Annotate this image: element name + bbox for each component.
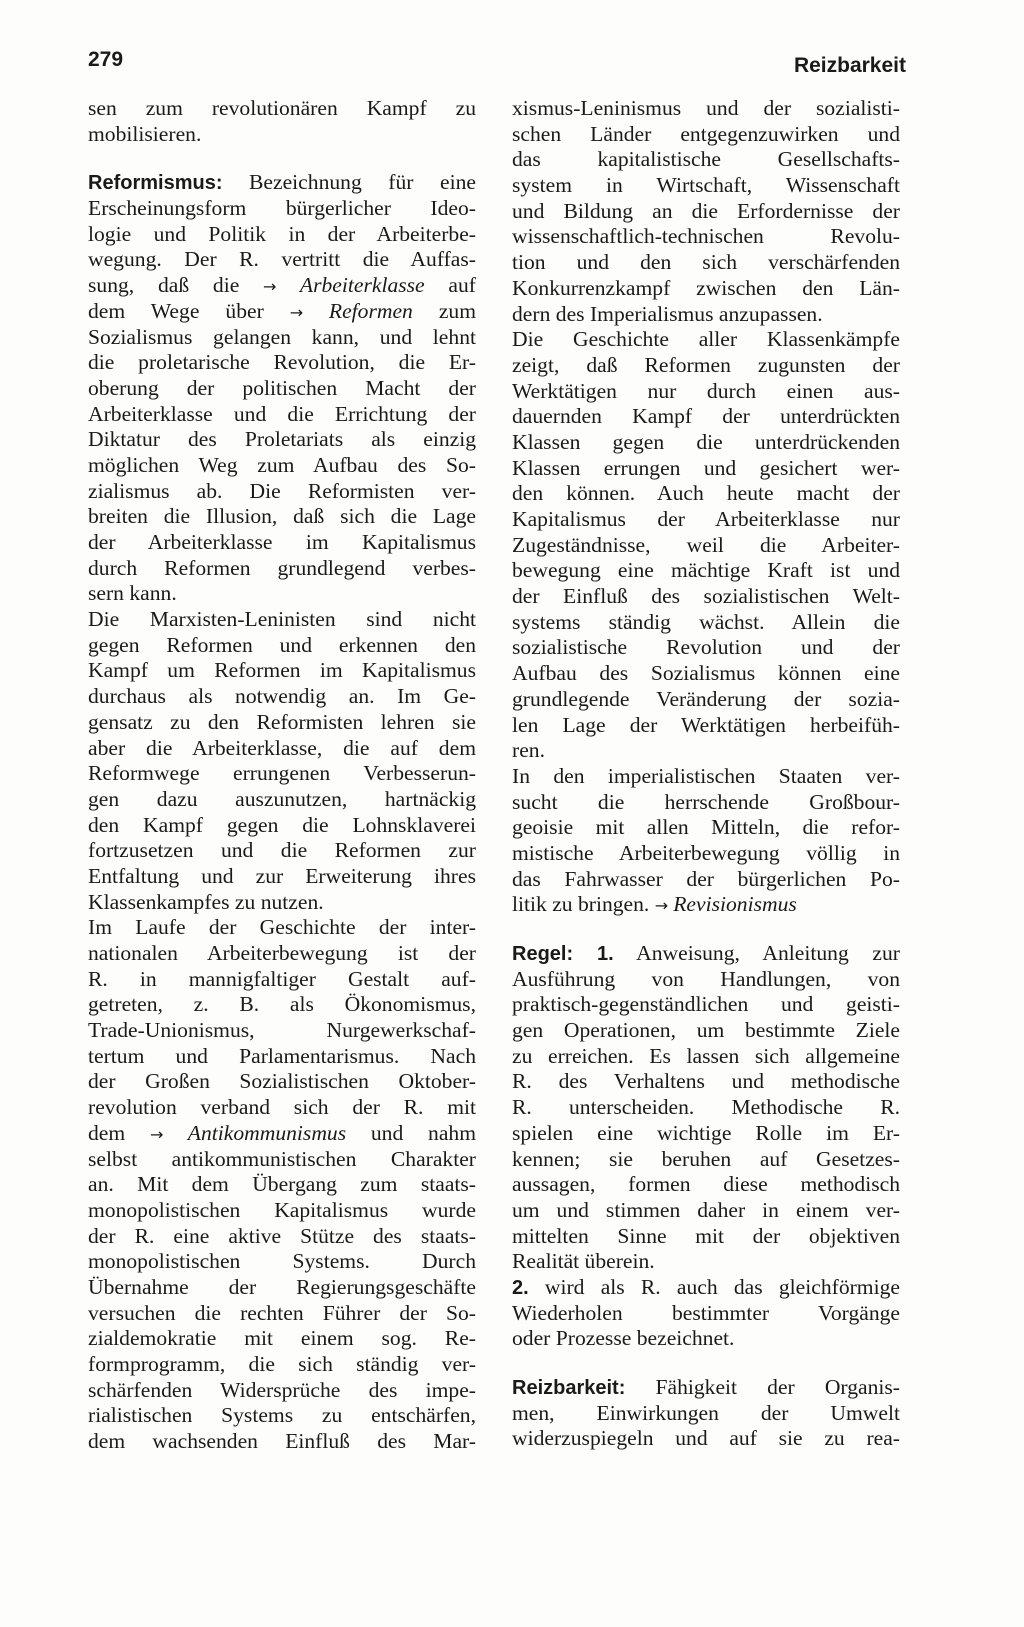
text-line — [512, 122, 900, 148]
cross-reference-link[interactable]: Revisionismus — [673, 892, 797, 917]
text-line — [512, 584, 900, 610]
text-line — [512, 790, 900, 816]
text-line — [512, 764, 900, 790]
text-line — [512, 815, 900, 841]
text-line — [512, 1069, 900, 1095]
text-line — [512, 224, 900, 250]
text-line — [88, 607, 476, 633]
line-text: R. in mannigfaltiger Gestalt auf- — [88, 966, 476, 991]
text-line — [512, 173, 900, 199]
line-text: versuchen die rechten Führer der So- — [88, 1300, 476, 1325]
line-text: Aufbau des Sozialismus können eine — [512, 661, 900, 686]
text-line — [512, 533, 900, 559]
line-text: dem wachsenden Einfluß des Mar- — [88, 1429, 476, 1454]
text-line — [88, 941, 476, 967]
line-text: den können. Auch heute macht der — [512, 481, 900, 506]
text-line — [512, 96, 900, 122]
line-text: möglichen Weg zum Aufbau des So- — [88, 452, 476, 477]
text-line — [88, 530, 476, 556]
entry-term: 2. — [512, 1276, 529, 1299]
text-line — [512, 610, 900, 636]
paragraph-gap — [512, 918, 900, 941]
line-text: zeigt, daß Reformen zugunsten der — [512, 352, 900, 377]
text-line — [512, 302, 900, 328]
text-line — [88, 1044, 476, 1070]
text-line — [88, 170, 476, 196]
line-text: aussagen, formen diese methodisch — [512, 1172, 900, 1197]
line-text: gen dazu auszunutzen, hartnäckig — [88, 786, 476, 811]
text-line — [88, 350, 476, 376]
text-line — [512, 1301, 900, 1327]
text-line — [512, 1224, 900, 1250]
line-text: Reformwege errungenen Verbesserun- — [88, 761, 476, 786]
text-line — [512, 147, 900, 173]
text-line — [512, 558, 900, 584]
line-text: schen Länder entgegenzuwirken und — [512, 121, 900, 146]
cross-reference-arrow-icon: → — [289, 302, 329, 322]
text-line — [88, 1429, 476, 1455]
running-head: Reizbarkeit — [793, 54, 906, 77]
line-text: und Bildung an die Erfordernisse der — [512, 198, 900, 223]
text-line — [88, 1224, 476, 1250]
line-text: der Einfluß des sozialistischen Welt- — [512, 584, 900, 609]
line-text: praktisch-gegenständlichen und geisti- — [512, 992, 900, 1017]
text-line — [88, 992, 476, 1018]
text-line — [88, 325, 476, 351]
text-line — [88, 1147, 476, 1173]
line-text: Übernahme der Regierungsgeschäfte — [88, 1274, 476, 1299]
line-text: und nahm — [346, 1120, 476, 1145]
line-text: Bezeichnung für eine — [222, 170, 476, 195]
line-text: rialistischen Systems zu entschärfen, — [88, 1403, 476, 1428]
line-text: getreten, z. B. als Ökonomismus, — [88, 992, 476, 1017]
text-line — [88, 122, 476, 148]
text-line — [512, 867, 900, 893]
text-line — [88, 273, 476, 299]
line-text: monopolistischen Kapitalismus wurde — [88, 1197, 476, 1222]
line-text: revolution verband sich der R. mit — [88, 1095, 476, 1120]
text-line — [88, 658, 476, 684]
line-text: dem Wege über — [88, 298, 290, 323]
text-line — [512, 1172, 900, 1198]
text-line — [88, 1172, 476, 1198]
line-text: den Kampf gegen die Lohnsklaverei — [88, 812, 476, 837]
text-line — [88, 864, 476, 890]
text-line — [88, 299, 476, 325]
line-text: zialismus ab. Die Reformisten ver- — [88, 478, 476, 503]
line-text: breiten die Illusion, daß sich die Lage — [88, 504, 476, 529]
text-line — [512, 661, 900, 687]
line-text: R. des Verhaltens und methodische — [512, 1069, 900, 1094]
entry-term: Reizbarkeit: — [512, 1377, 626, 1399]
line-text: wird als R. auch das gleichförmige — [528, 1274, 900, 1299]
line-text: formprogramm, die sich ständig ver- — [88, 1352, 476, 1376]
line-text: das kapitalistische Gesellschafts- — [512, 147, 900, 172]
text-line — [88, 890, 476, 916]
line-text: durchaus als notwendig an. Im Ge- — [88, 684, 476, 709]
line-text: tion und den sich verschärfenden — [512, 250, 900, 275]
text-line — [512, 1147, 900, 1173]
line-text: nationalen Arbeiterbewegung ist der — [88, 941, 476, 965]
right-text-column — [512, 96, 900, 1452]
text-line — [512, 1121, 900, 1147]
paragraph-gap — [88, 147, 476, 170]
line-text: systems ständig wächst. Allein die — [512, 609, 900, 634]
line-text: len Lage der Werktätigen herbeifüh- — [512, 712, 900, 737]
line-text: um und stimmen daher in einem ver- — [512, 1197, 900, 1222]
cross-reference-link[interactable]: Reformen — [328, 298, 413, 323]
line-text: gegen Reformen und erkennen den — [88, 632, 476, 657]
text-line — [512, 507, 900, 533]
cross-reference-link[interactable]: Arbeiterklasse — [299, 273, 425, 298]
line-text: selbst antikommunistischen Charakter — [88, 1146, 476, 1171]
line-text: der Arbeiterklasse im Kapitalismus — [88, 530, 476, 554]
line-text: In den imperialistischen Staaten ver- — [512, 763, 900, 788]
text-line — [512, 353, 900, 379]
text-line — [88, 736, 476, 762]
text-line — [88, 1018, 476, 1044]
line-text: schärfenden Widersprüche des impe- — [88, 1377, 476, 1402]
line-text: Diktatur des Proletariats als einzig — [88, 427, 476, 452]
line-text: Ausführung von Handlungen, von — [512, 966, 900, 991]
text-line — [88, 427, 476, 453]
text-line — [88, 1326, 476, 1352]
entry-term: Reformismus: — [88, 172, 223, 195]
line-text: monopolistischen Systems. Durch — [88, 1249, 476, 1274]
line-text: oberung der politischen Macht der — [88, 375, 476, 400]
text-line — [88, 479, 476, 505]
text-line — [512, 713, 900, 739]
line-text: aber die Arbeiterklasse, die auf dem — [88, 735, 476, 760]
text-line — [512, 941, 900, 967]
line-text: system in Wirtschaft, Wissenschaft — [512, 173, 900, 198]
text-line — [512, 992, 900, 1018]
line-text: ren. — [512, 738, 545, 763]
line-text: Konkurrenzkampf zwischen den Län- — [512, 275, 900, 300]
line-text: bewegung eine mächtige Kraft ist und — [512, 558, 900, 583]
line-text: Realität überein. — [512, 1249, 655, 1274]
page-header — [88, 42, 906, 82]
line-text: dern des Imperialismus anzupassen. — [512, 301, 823, 326]
line-text: oder Prozesse bezeichnet. — [512, 1326, 735, 1351]
text-line — [88, 787, 476, 813]
text-line — [88, 556, 476, 582]
line-text: wissenschaftlich-technischen Revolu- — [512, 224, 900, 249]
text-line — [512, 967, 900, 993]
cross-reference-arrow-icon: → — [149, 1124, 188, 1144]
line-text: dauernden Kampf der unterdrückten — [512, 404, 900, 429]
text-line — [88, 222, 476, 248]
line-text: Erscheinungsform bürgerlicher Ideo- — [88, 196, 476, 221]
text-line — [512, 687, 900, 713]
text-line — [88, 1403, 476, 1429]
text-line — [88, 1352, 476, 1378]
text-line — [512, 199, 900, 225]
line-text: Klassen errungen und gesichert wer- — [512, 455, 900, 480]
text-line — [88, 1069, 476, 1095]
line-text: gen Operationen, um bestimmte Ziele — [512, 1018, 900, 1043]
text-line — [88, 915, 476, 941]
line-text: sen zum revolutionären Kampf zu — [88, 96, 476, 120]
text-line — [512, 404, 900, 430]
line-text: Klassen gegen die unterdrückenden — [512, 429, 900, 454]
line-text: der R. eine aktive Stütze des staats- — [88, 1223, 476, 1248]
text-line — [512, 456, 900, 482]
text-line — [88, 761, 476, 787]
line-text: mittelten Sinne mit der objektiven — [512, 1223, 900, 1248]
text-line — [88, 196, 476, 222]
line-text: sozialistische Revolution und der — [512, 635, 900, 660]
text-line — [512, 1249, 900, 1275]
line-text: Kapitalismus der Arbeiterklasse nur — [512, 507, 900, 531]
line-text: men, Einwirkungen der Umwelt — [512, 1400, 900, 1425]
line-text: mobilisieren. — [88, 121, 202, 146]
text-line — [512, 1401, 900, 1427]
text-line — [512, 1018, 900, 1044]
text-line — [88, 1378, 476, 1404]
text-line — [512, 1095, 900, 1121]
text-line — [512, 481, 900, 507]
text-line — [512, 250, 900, 276]
text-line — [88, 1301, 476, 1327]
text-line — [88, 581, 476, 607]
line-text: Klassenkampfes zu nutzen. — [88, 889, 324, 914]
text-line — [512, 1044, 900, 1070]
line-text: an. Mit dem Übergang zum staats- — [88, 1172, 476, 1197]
text-line — [512, 379, 900, 405]
line-text: Trade-Unionismus, Nurgewerkschaf- — [88, 1018, 476, 1043]
line-text: kennen; sie beruhen auf Gesetzes- — [512, 1146, 900, 1171]
line-text: Die Geschichte aller Klassenkämpfe — [512, 327, 900, 352]
text-line — [88, 402, 476, 428]
line-text: spielen eine wichtige Rolle im Er- — [512, 1120, 900, 1145]
line-text: Kampf um Reformen im Kapitalismus — [88, 658, 476, 683]
line-text: Fähigkeit der Organis- — [625, 1375, 900, 1399]
line-text: dem — [88, 1120, 150, 1145]
line-text: sern kann. — [88, 581, 177, 606]
line-text: geoisie mit allen Mitteln, die refor- — [512, 815, 900, 840]
text-line — [512, 1375, 900, 1401]
text-line — [512, 276, 900, 302]
line-text: das Fahrwasser der bürgerlichen Po- — [512, 866, 900, 891]
line-text: Sozialismus gelangen kann, und lehnt — [88, 324, 476, 349]
line-text: litik zu bringen. — [512, 892, 655, 917]
text-line — [88, 1249, 476, 1275]
line-text: logie und Politik in der Arbeiterbe- — [88, 221, 476, 246]
line-text: sucht die herrschende Großbour- — [512, 789, 900, 814]
text-line — [88, 1275, 476, 1301]
text-line — [88, 813, 476, 839]
text-line — [88, 967, 476, 993]
text-line — [512, 841, 900, 867]
line-text: der Großen Sozialistischen Oktober- — [88, 1069, 476, 1094]
page-number: 279 — [88, 48, 124, 71]
text-line — [88, 1095, 476, 1121]
text-line — [88, 247, 476, 273]
text-line — [512, 1275, 900, 1301]
line-text: Anweisung, Anleitung zur — [613, 941, 900, 965]
text-line — [512, 1198, 900, 1224]
left-text-column — [88, 96, 476, 1455]
line-text: die proletarische Revolution, die Er- — [88, 350, 476, 375]
text-line — [512, 738, 900, 764]
line-text: zu erreichen. Es lassen sich allgemeine — [512, 1043, 900, 1068]
text-line — [88, 633, 476, 659]
text-line — [88, 453, 476, 479]
line-text: xismus-Leninismus und der sozialisti- — [512, 96, 900, 120]
line-text: mistische Arbeiterbewegung völlig in — [512, 840, 900, 865]
line-text: Zugeständnisse, weil die Arbeiter- — [512, 532, 900, 557]
line-text: Werktätigen nur durch einen aus- — [512, 378, 900, 403]
line-text: sung, daß die — [88, 273, 264, 298]
text-line — [512, 892, 900, 918]
text-line — [88, 504, 476, 530]
line-text: durch Reformen grundlegend verbes- — [88, 555, 476, 580]
line-text: Arbeiterklasse und die Errichtung der — [88, 401, 476, 426]
cross-reference-arrow-icon: → — [654, 896, 674, 916]
text-line — [512, 635, 900, 661]
text-line — [88, 1198, 476, 1224]
line-text: Entfaltung und zur Erweiterung ihres — [88, 863, 476, 888]
line-text: Die Marxisten-Leninisten sind nicht — [88, 607, 476, 632]
text-line — [512, 1426, 900, 1452]
text-line — [512, 430, 900, 456]
line-text: tertum und Parlamentarismus. Nach — [88, 1043, 476, 1068]
text-line — [88, 96, 476, 122]
text-line — [512, 327, 900, 353]
cross-reference-link[interactable]: Antikommunismus — [187, 1120, 347, 1145]
cross-reference-arrow-icon: → — [263, 277, 300, 297]
entry-term: Regel: 1. — [512, 943, 614, 965]
line-text: gensatz zu den Reformisten lehren sie — [88, 709, 476, 734]
text-line — [88, 710, 476, 736]
text-line — [88, 376, 476, 402]
text-line — [88, 838, 476, 864]
line-text: Wiederholen bestimmter Vorgänge — [512, 1300, 900, 1325]
line-text: Im Laufe der Geschichte der inter- — [88, 915, 476, 940]
text-line — [88, 1121, 476, 1147]
line-text: R. unterscheiden. Methodische R. — [512, 1095, 900, 1120]
line-text: auf — [424, 273, 476, 298]
line-text: zum — [412, 298, 476, 323]
line-text: widerzuspiegeln und auf sie zu rea- — [512, 1426, 900, 1451]
line-text: zialdemokratie mit einem sog. Re- — [88, 1326, 476, 1351]
line-text: wegung. Der R. vertritt die Auffas- — [88, 247, 476, 272]
paragraph-gap — [512, 1352, 900, 1375]
text-line — [88, 684, 476, 710]
text-line — [512, 1326, 900, 1352]
line-text: grundlegende Veränderung der sozia- — [512, 686, 900, 711]
line-text: fortzusetzen und die Reformen zur — [88, 838, 476, 863]
